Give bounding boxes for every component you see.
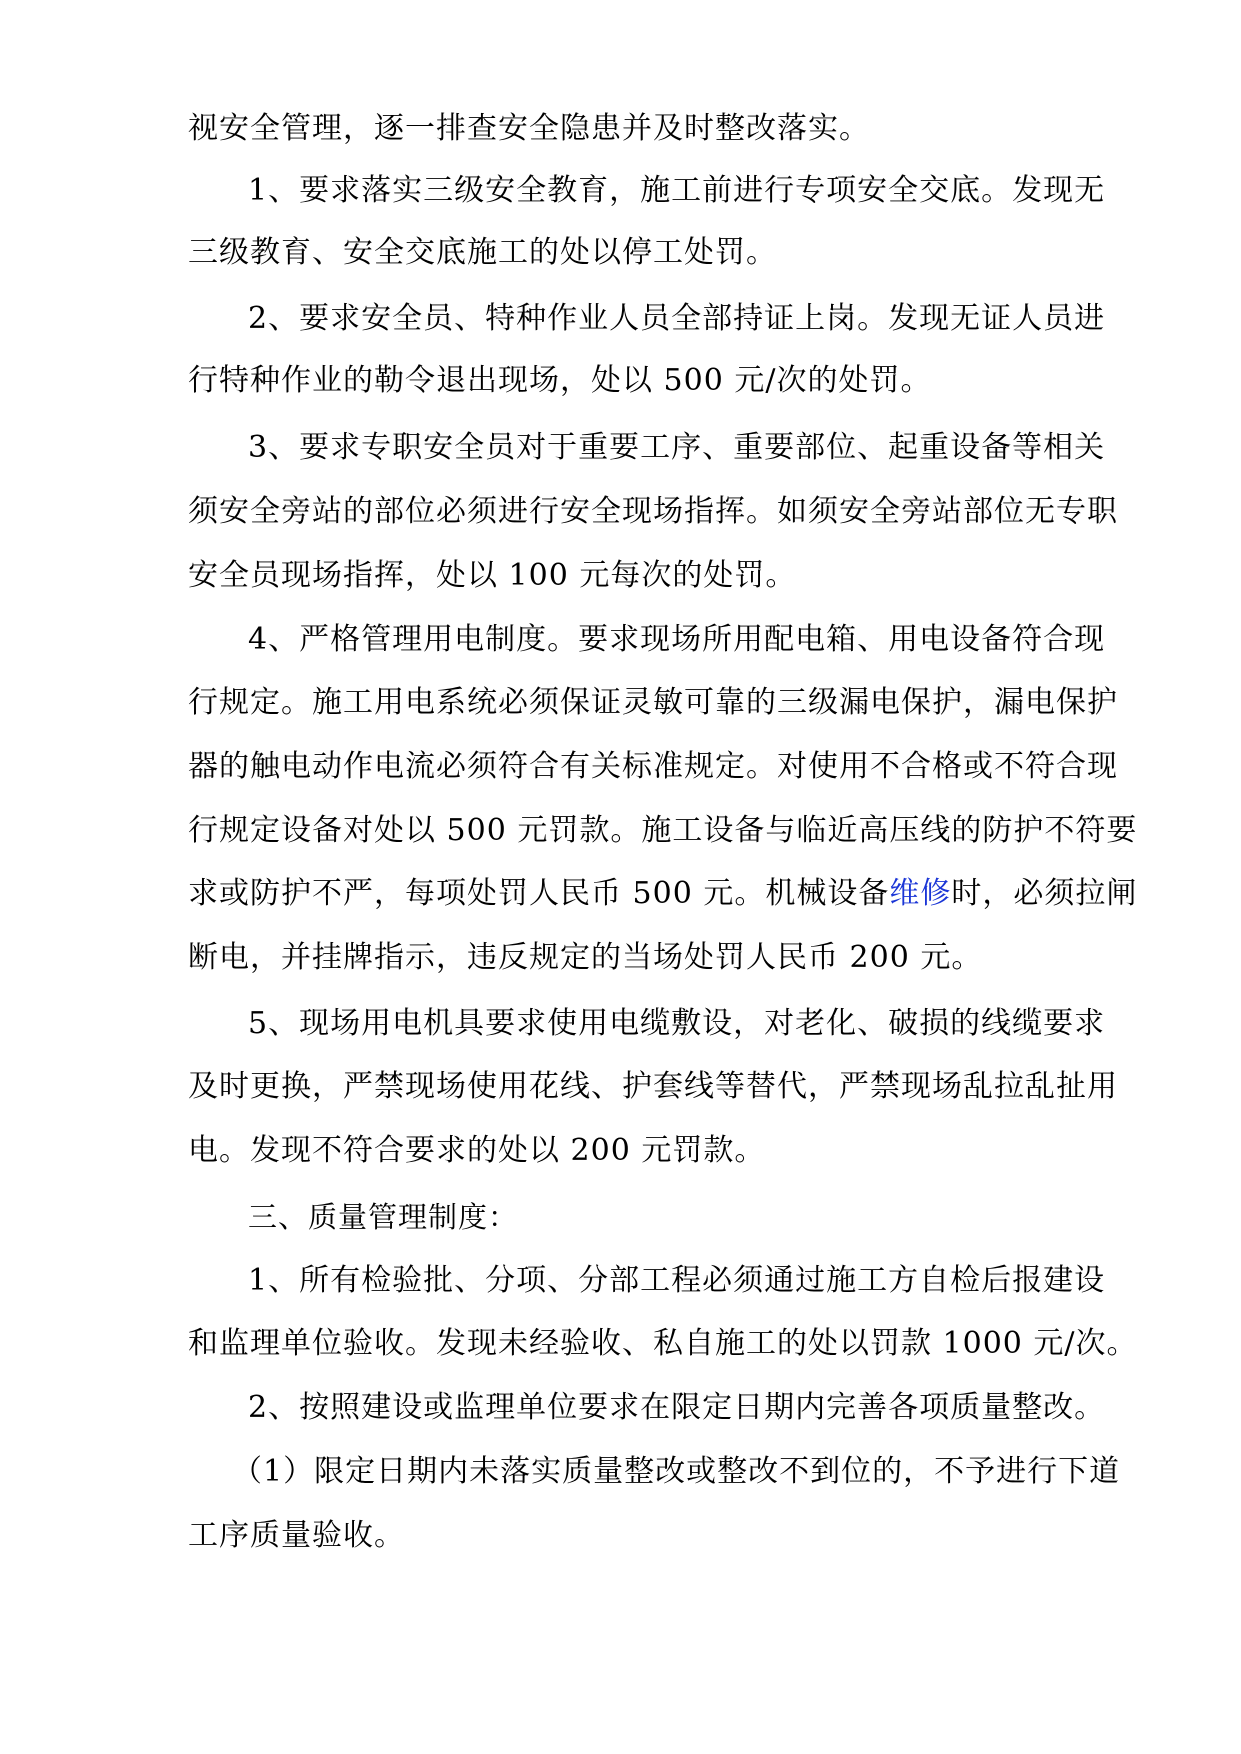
text-line [0,350,1241,412]
paragraph-text: 求或防护不严，每项处罚人民币 500 元。机械设备 [188,876,890,911]
paragraph-text: 2、要求安全员、特种作业人员全部持证上岗。发现无证人员进 [248,301,1106,336]
text-line [0,1120,1241,1182]
paragraph-text: 视安全管理，逐一排查安全隐患并及时整改落实。 [188,111,870,146]
text-line [0,545,1241,607]
text-line [0,98,1241,160]
text-line [0,863,1241,925]
text-line [0,1441,1241,1503]
paragraph-text: 和监理单位验收。发现未经验收、私自施工的处以罚款 1000 元/次。 [188,1326,1138,1361]
paragraph-text: 器的触电动作电流必须符合有关标准规定。对使用不合格或不符合现 [188,749,1118,784]
paragraph-text: （1）限定日期内未落实质量整改或整改不到位的，不予进行下道 [232,1454,1121,1489]
text-line [0,481,1241,543]
paragraph-text: 3、要求专职安全员对于重要工序、重要部位、起重设备等相关 [248,430,1106,465]
text-line [0,672,1241,734]
text-line [0,1377,1241,1439]
paragraph-text: 行规定设备对处以 500 元罚款。施工设备与临近高压线的防护不符要 [188,813,1138,848]
paragraph-text: 安全员现场指挥，处以 100 元每次的处罚。 [188,558,797,593]
text-line [0,609,1241,671]
text-line [0,800,1241,862]
text-line [0,288,1241,350]
heading-text: 三、质量管理制度： [248,1200,519,1234]
maintenance-link[interactable]: 维修 [889,876,952,911]
text-line [0,160,1241,222]
paragraph-text: 断电，并挂牌指示，违反规定的当场处罚人民币 200 元。 [188,940,983,975]
text-line [0,1250,1241,1312]
paragraph-text: 三级教育、安全交底施工的处以停工处罚。 [188,235,777,270]
paragraph-text: 时，必须拉闸 [951,876,1138,911]
text-line [0,1313,1241,1375]
paragraph-text: 1、所有检验批、分项、分部工程必须通过施工方自检后报建设 [248,1263,1106,1298]
text-line [0,736,1241,798]
text-line [0,927,1241,989]
text-line [0,1056,1241,1118]
paragraph-text: 电。发现不符合要求的处以 200 元罚款。 [188,1133,766,1168]
paragraph-text: 行规定。施工用电系统必须保证灵敏可靠的三级漏电保护，漏电保护 [188,685,1118,720]
paragraph-text: 4、严格管理用电制度。要求现场所用配电箱、用电设备符合现 [248,622,1106,657]
paragraph-text: 行特种作业的勒令退出现场，处以 500 元/次的处罚。 [188,363,932,398]
text-line [0,417,1241,479]
text-line [0,993,1241,1055]
paragraph-text: 须安全旁站的部位必须进行安全现场指挥。如须安全旁站部位无专职 [188,494,1118,529]
paragraph-text: 及时更换，严禁现场使用花线、护套线等替代，严禁现场乱拉乱扯用 [188,1069,1118,1104]
section-heading [0,1186,1241,1248]
paragraph-text: 工序质量验收。 [188,1518,405,1553]
paragraph-text: 5、现场用电机具要求使用电缆敷设，对老化、破损的线缆要求 [248,1006,1106,1041]
text-line [0,1505,1241,1567]
text-line [0,222,1241,284]
paragraph-text: 2、按照建设或监理单位要求在限定日期内完善各项质量整改。 [248,1390,1106,1425]
paragraph-text: 1、要求落实三级安全教育，施工前进行专项安全交底。发现无 [248,173,1106,208]
